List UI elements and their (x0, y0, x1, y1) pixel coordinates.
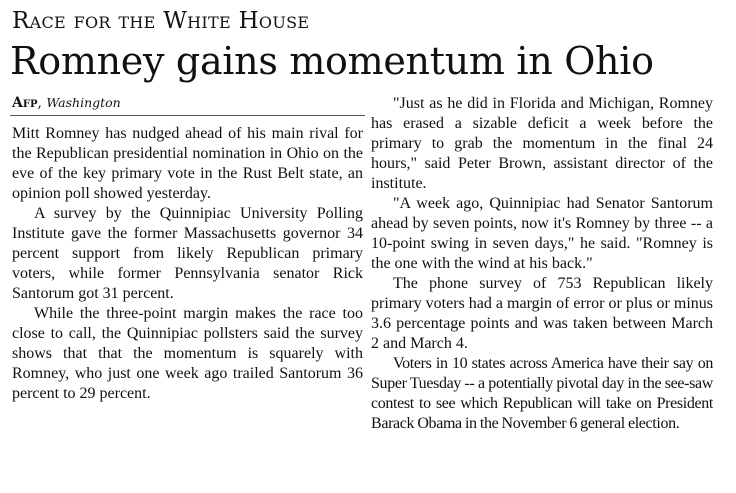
article-paragraph: While the three-point margin makes the race too close to call, the Quinnipiac pollsters said the survey shows that that the momentum is squarely with Romney, who just one week ago trailed Santorum 36 percent to 29 percent. (12, 305, 363, 402)
article-column-left (12, 124, 363, 404)
article-paragraph: The phone survey of 753 Republican likely primary voters had a margin of error or plus or minus 3.6 percentage points and was taken between March 2 and March 4. (371, 275, 713, 352)
section-kicker: Race for the White House (12, 8, 310, 34)
byline-separator: , (37, 95, 47, 111)
byline-dateline: Washington (46, 95, 121, 110)
article-paragraph: Voters in 10 states across America have their say on Super Tuesday -- a potentially pivotal day in the see-saw contest to see which Republican will take on President Barack Obama in the November 6 general election. (371, 355, 713, 432)
article-column-right (371, 94, 713, 434)
article-paragraph: "A week ago, Quinnipiac had Senator Santorum ahead by seven points, now it's Romney by three -- a 10-point swing in seven days," he said. "Romney is the one with the wind at his back." (371, 195, 713, 272)
article-paragraph: "Just as he did in Florida and Michigan, Romney has erased a sizable deficit a week before the primary to grab the momentum in the final 24 hours," said Peter Brown, assistant director of the institute. (371, 95, 713, 192)
article-paragraph: Mitt Romney has nudged ahead of his main rival for the Republican presidential nomination in Ohio on the eve of the key primary vote in the Rust Belt state, an opinion poll showed yesterday. (12, 125, 363, 202)
article-headline: Romney gains momentum in Ohio (10, 39, 654, 83)
article-paragraph: A survey by the Quinnipiac University Polling Institute gave the former Massachusetts governor 34 percent support from likely Republican primary voters, while former Pennsylvania senator Rick Santorum got 31 percent. (12, 205, 363, 302)
byline-agency: Afp (12, 95, 38, 111)
byline (12, 94, 121, 112)
byline-rule (10, 115, 365, 116)
